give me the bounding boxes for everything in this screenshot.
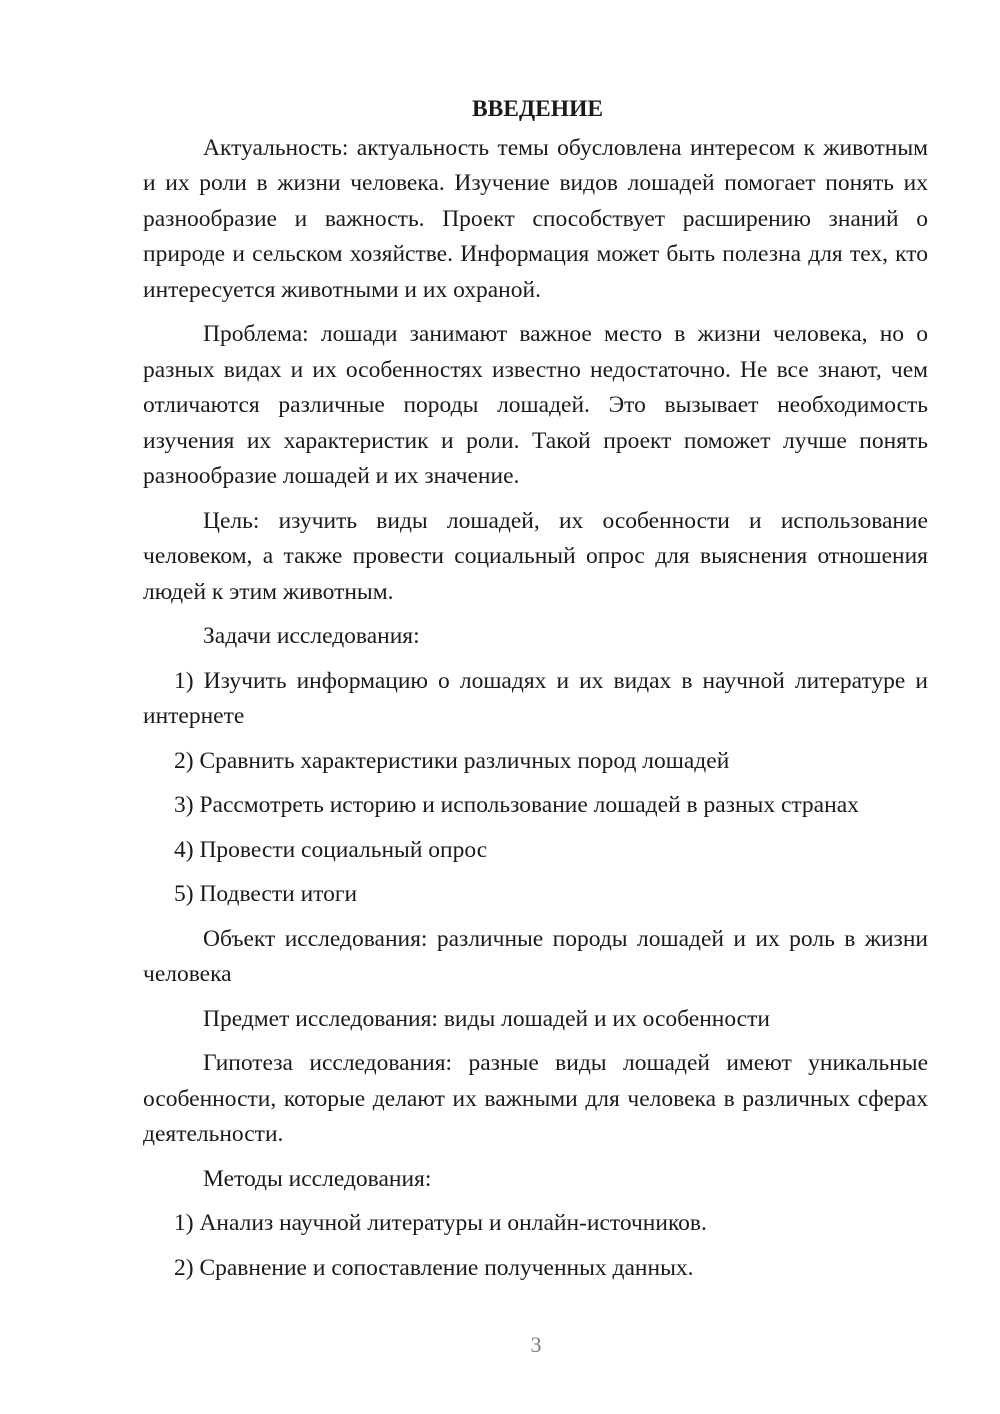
section-title: ВВЕДЕНИЕ [471, 96, 604, 122]
subject-paragraph: Предмет исследования: виды лошадей и их особенности [203, 1005, 770, 1032]
page-number: 3 [530, 1332, 542, 1357]
tasks-heading: Задачи исследования: [203, 623, 420, 649]
task-item: 5) Подвести итоги [174, 881, 358, 907]
method-item: 1) Анализ научной литературы и онлайн-источников. [174, 1210, 707, 1236]
task-item: 2) Сравнить характеристики различных пород лошадей [174, 747, 730, 774]
page-content [143, 92, 928, 1295]
method-item: 2) Сравнение и сопоставление полученных данных. [174, 1254, 694, 1281]
goal-paragraph: Цель: изучить виды лошадей, их особенности и использование человеком, а также провести социальный опрос для выяснения отношения людей к этим животным. [143, 507, 928, 605]
hypothesis-paragraph: Гипотеза исследования: разные виды лошадей имеют уникальные особенности, которые делают их важными для человека в различных сферах деятельности. [143, 1050, 928, 1147]
object-paragraph: Объект исследования: различные породы лошадей и их роль в жизни человека [143, 925, 928, 987]
task-item: 3) Рассмотреть историю и использование лошадей в разных странах [174, 792, 859, 818]
methods-heading: Методы исследования: [203, 1165, 432, 1192]
relevance-paragraph: Актуальность: актуальность темы обусловлена интересом к животным и их роли в жизни человека. Изучение видов лошадей помогает понять их разнообразие и важность. Проект способствует расширению знаний о природе и сельском хозяйстве. Информация может быть полезна для тех, кто интересуется животными и их охраной. [143, 134, 928, 303]
task-item: 1) Изучить информацию о лошадях и их видах в научной литературе и интернете [143, 667, 928, 729]
problem-paragraph: Проблема: лошади занимают важное место в жизни человека, но о разных видах и их особенностях известно недостаточно. Не все знают, чем отличаются различные породы лошадей. Это вызывает необходимость изучения их характеристик и роли. Такой проект поможет лучше понять разнообразие лошадей и их значение. [143, 321, 928, 489]
task-item: 4) Провести социальный опрос [174, 836, 488, 863]
